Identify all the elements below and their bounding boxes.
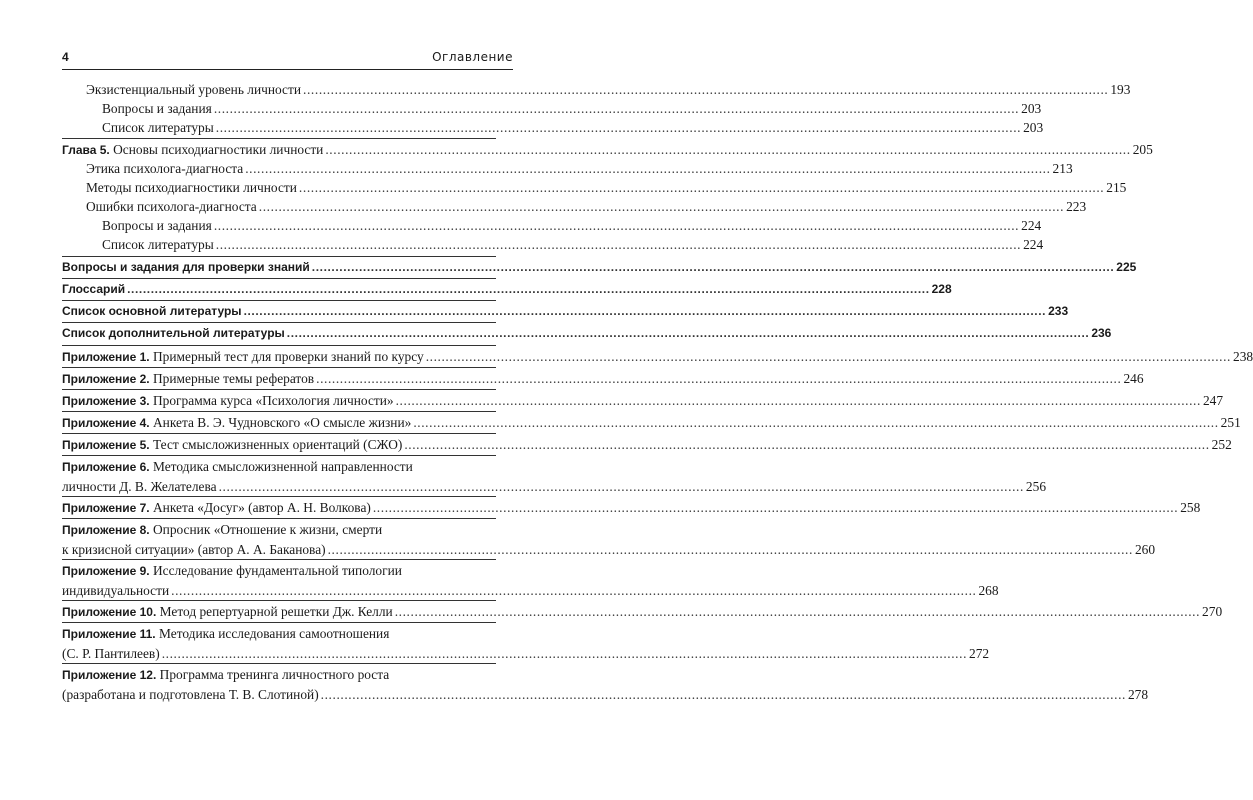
toc-entry-title: Вопросы и задания bbox=[102, 218, 212, 233]
toc-entry-page: 203 bbox=[1023, 120, 1044, 135]
leader-dots bbox=[245, 159, 1050, 178]
toc-entry-page: 258 bbox=[1180, 500, 1201, 515]
toc-entry-title: Список литературы bbox=[102, 120, 214, 135]
toc-entry-chapter[interactable] bbox=[62, 140, 1153, 160]
toc-entry-title: Опросник «Отношение к жизни, смерти bbox=[153, 522, 383, 537]
toc-entry-page: 225 bbox=[1116, 260, 1137, 274]
leader-dots bbox=[396, 391, 1201, 410]
separator-line bbox=[62, 411, 496, 412]
leader-dots bbox=[299, 178, 1104, 197]
toc-entry-title: Методы психодиагностики личности bbox=[86, 180, 297, 195]
toc-entry-page: 268 bbox=[978, 583, 999, 598]
leader-dots bbox=[373, 498, 1178, 517]
appendix-label: Приложение 7. bbox=[62, 501, 150, 515]
separator-line bbox=[62, 367, 496, 368]
toc-entry-page: 193 bbox=[1110, 82, 1131, 97]
appendix-label: Приложение 12. bbox=[62, 668, 157, 682]
page-number: 4 bbox=[62, 50, 69, 64]
toc-entry[interactable] bbox=[62, 178, 1127, 197]
toc-entry[interactable] bbox=[62, 118, 1044, 137]
toc-entry-title: Экзистенциальный уровень личности bbox=[86, 82, 302, 97]
toc-entry-title: Анкета В. Э. Чудновского «О смысле жизни» bbox=[153, 415, 412, 430]
toc-entry-page: 256 bbox=[1025, 479, 1047, 494]
toc-entry-page: 247 bbox=[1202, 393, 1224, 408]
appendix-label: Приложение 11. bbox=[62, 627, 156, 641]
toc-entry-title: Список дополнительной литературы bbox=[62, 326, 285, 340]
leader-dots bbox=[395, 602, 1200, 621]
chapter-label: Глава 5. bbox=[62, 143, 110, 157]
toc-entry-appendix[interactable] bbox=[62, 413, 1241, 433]
separator-line bbox=[62, 663, 496, 664]
toc-entry-appendix[interactable] bbox=[62, 347, 1253, 367]
toc-entry-page: 224 bbox=[1023, 237, 1044, 252]
appendix-label: Приложение 1. bbox=[62, 350, 150, 364]
toc-entry-title-continuation: к кризисной ситуации» (автор А. А. Баканова) bbox=[62, 542, 326, 557]
toc-entry-appendix[interactable] bbox=[62, 561, 999, 600]
leader-dots bbox=[328, 540, 1133, 559]
separator-line bbox=[62, 389, 496, 390]
toc-entry-appendix[interactable] bbox=[62, 498, 1201, 518]
separator-line bbox=[62, 600, 496, 601]
toc-entry-appendix[interactable] bbox=[62, 624, 990, 663]
toc-entry-page: 223 bbox=[1066, 199, 1087, 214]
leader-dots bbox=[162, 644, 967, 663]
toc-entry-page: 238 bbox=[1233, 349, 1253, 364]
toc-entry-title-continuation: личности Д. В. Желателева bbox=[62, 479, 217, 494]
toc-entry-page: 260 bbox=[1134, 542, 1156, 557]
toc-entry[interactable] bbox=[62, 159, 1073, 178]
toc-entry-page: 224 bbox=[1021, 218, 1042, 233]
toc-entry-page: 252 bbox=[1211, 437, 1232, 452]
toc-entry-title: Вопросы и задания bbox=[102, 101, 212, 116]
appendix-label: Приложение 5. bbox=[62, 438, 150, 452]
appendix-label: Приложение 3. bbox=[62, 394, 150, 408]
toc-entry-page: 278 bbox=[1127, 687, 1149, 702]
toc-entry-title: Основы психодиагностики личности bbox=[113, 142, 324, 157]
leader-dots bbox=[312, 258, 1115, 277]
appendix-label: Приложение 10. bbox=[62, 605, 157, 619]
separator-line bbox=[62, 433, 496, 434]
separator-line bbox=[62, 256, 496, 257]
separator-line bbox=[62, 496, 496, 497]
toc-entry-appendix[interactable] bbox=[62, 369, 1144, 389]
separator-line bbox=[62, 138, 496, 139]
toc-entry-page: 228 bbox=[931, 282, 952, 296]
leader-dots bbox=[216, 118, 1021, 137]
separator-line bbox=[62, 559, 496, 560]
toc-entry-title: Примерные темы рефератов bbox=[153, 371, 315, 386]
toc-entry-page: 251 bbox=[1220, 415, 1241, 430]
appendix-label: Приложение 6. bbox=[62, 460, 150, 474]
leader-dots bbox=[214, 216, 1019, 235]
running-title: Оглавление bbox=[432, 50, 513, 64]
appendix-label: Приложение 9. bbox=[62, 564, 150, 578]
toc-entry-page: 272 bbox=[969, 646, 990, 661]
toc-entry-appendix[interactable] bbox=[62, 391, 1224, 411]
toc-entry-title: Исследование фундаментальной типологии bbox=[153, 563, 402, 578]
toc-entry-title: Тест смысложизненных ориентаций (СЖО) bbox=[153, 437, 403, 452]
toc-entry-title: Этика психолога-диагноста bbox=[86, 161, 244, 176]
toc-entry-section[interactable] bbox=[62, 324, 1112, 343]
toc-entry-title-continuation: индивидуальности bbox=[62, 583, 170, 598]
separator-line bbox=[62, 278, 496, 279]
leader-dots bbox=[171, 581, 976, 600]
toc-entry-page: 215 bbox=[1106, 180, 1127, 195]
toc-entry-page: 213 bbox=[1052, 161, 1073, 176]
toc-entry[interactable] bbox=[62, 80, 1131, 99]
toc-entry-page: 246 bbox=[1123, 371, 1144, 386]
separator-line bbox=[62, 300, 496, 301]
leader-dots bbox=[316, 369, 1121, 388]
toc-entry-appendix[interactable] bbox=[62, 520, 1156, 559]
leader-dots bbox=[214, 99, 1019, 118]
leader-dots bbox=[244, 302, 1047, 321]
toc-entry-title: Вопросы и задания для проверки знаний bbox=[62, 260, 310, 274]
toc-entry-section[interactable] bbox=[62, 258, 1137, 277]
toc-entry-page: 203 bbox=[1021, 101, 1042, 116]
toc-entry-title: Ошибки психолога-диагноста bbox=[86, 199, 257, 214]
leader-dots bbox=[127, 280, 930, 299]
separator-line bbox=[62, 622, 496, 623]
toc-entry[interactable] bbox=[62, 99, 1042, 118]
toc-entry[interactable] bbox=[62, 197, 1087, 216]
separator-line bbox=[62, 322, 496, 323]
toc-entry-appendix[interactable] bbox=[62, 457, 1047, 496]
leader-dots bbox=[413, 413, 1218, 432]
toc-entry-title: Список литературы bbox=[102, 237, 214, 252]
toc-entry-page: 205 bbox=[1132, 142, 1153, 157]
toc-entry-appendix[interactable] bbox=[62, 665, 1149, 704]
toc-entry-title: Глоссарий bbox=[62, 282, 126, 296]
toc-entry-title: Метод репертуарной решетки Дж. Келли bbox=[159, 604, 393, 619]
toc-entry[interactable] bbox=[62, 235, 1044, 254]
separator-line bbox=[62, 518, 496, 519]
appendix-label: Приложение 4. bbox=[62, 416, 150, 430]
leader-dots bbox=[216, 235, 1021, 254]
toc-entry-title: Методика смысложизненной направленности bbox=[153, 459, 413, 474]
toc-entry-title: Анкета «Досуг» (автор А. Н. Волкова) bbox=[153, 500, 371, 515]
leader-dots bbox=[321, 685, 1126, 704]
leader-dots bbox=[287, 324, 1090, 343]
appendix-label: Приложение 2. bbox=[62, 372, 150, 386]
separator-line bbox=[62, 345, 496, 346]
toc-entry-title: Методика исследования самоотношения bbox=[159, 626, 390, 641]
toc-entry-page: 270 bbox=[1202, 604, 1223, 619]
toc-entry-appendix[interactable] bbox=[62, 602, 1223, 622]
toc-entry[interactable] bbox=[62, 216, 1042, 235]
leader-dots bbox=[404, 435, 1209, 454]
separator-line bbox=[62, 455, 496, 456]
page-header bbox=[62, 49, 513, 70]
toc-entry-section[interactable] bbox=[62, 280, 952, 299]
leader-dots bbox=[426, 347, 1231, 366]
toc-entry-appendix[interactable] bbox=[62, 435, 1232, 455]
leader-dots bbox=[303, 80, 1108, 99]
toc-entry-page: 236 bbox=[1091, 326, 1112, 340]
toc-entry-title: Программа курса «Психология личности» bbox=[153, 393, 394, 408]
leader-dots bbox=[259, 197, 1064, 216]
toc-entry-page: 233 bbox=[1048, 304, 1069, 318]
toc-entry-title-continuation: (разработана и подготовлена Т. В. Слотиной) bbox=[62, 687, 319, 702]
toc-entry-title-continuation: (С. Р. Пантилеев) bbox=[62, 646, 160, 661]
appendix-label: Приложение 8. bbox=[62, 523, 150, 537]
leader-dots bbox=[325, 140, 1130, 159]
toc-entry-title: Примерный тест для проверки знаний по курсу bbox=[153, 349, 424, 364]
toc-entry-section[interactable] bbox=[62, 302, 1069, 321]
toc-entry-title: Список основной литературы bbox=[62, 304, 242, 318]
leader-dots bbox=[219, 477, 1024, 496]
toc-entry-title: Программа тренинга личностного роста bbox=[159, 667, 390, 682]
